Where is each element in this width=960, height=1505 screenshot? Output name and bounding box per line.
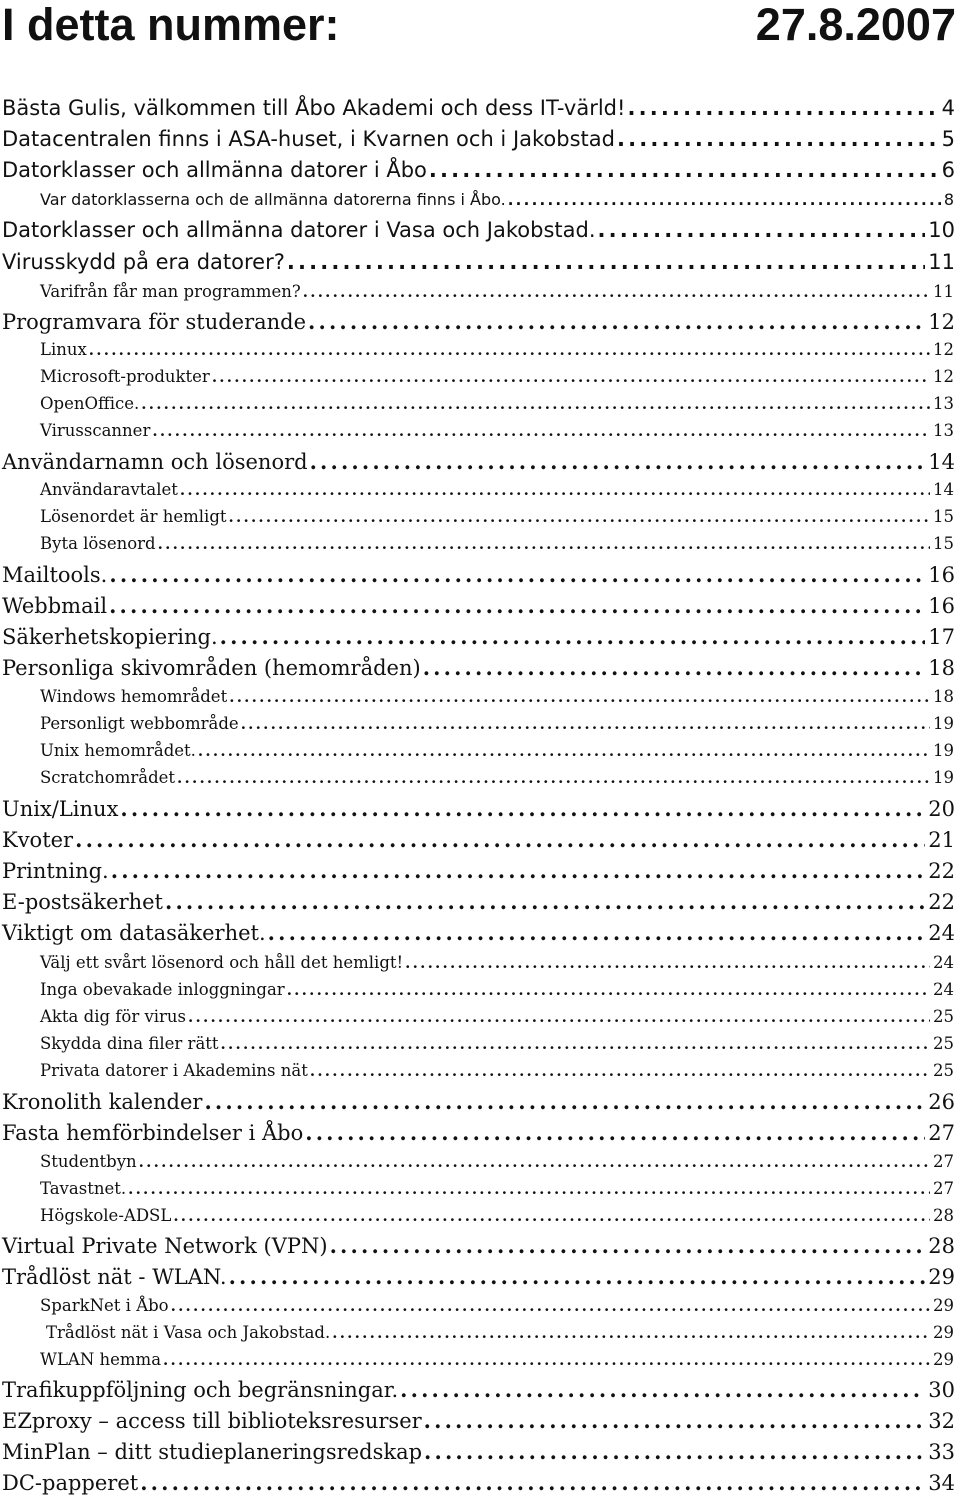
toc-entry-page: 27 [928, 1121, 955, 1145]
toc-entry [2, 1375, 955, 1405]
toc-entry-title: E-postsäkerhet [2, 890, 163, 914]
toc-entry-title: Printning. [2, 859, 109, 883]
dot-leader [308, 307, 925, 337]
toc-entry-title: Kvoter [2, 828, 74, 852]
toc-entry-title: EZproxy – access till biblioteksresurser [2, 1409, 422, 1433]
toc-entry-title: Scratchområdet [40, 768, 176, 787]
dot-leader [109, 591, 925, 621]
toc-entry-page: 12 [933, 340, 954, 359]
toc-entry-title: Mailtools. [2, 563, 108, 587]
dot-leader [287, 977, 930, 1003]
toc-entry [2, 247, 955, 277]
toc-subentry [40, 187, 954, 213]
toc-entry-title: Datacentralen finns i ASA-huset, i Kvarnen och i Jakobstad [2, 127, 615, 151]
dot-leader [229, 1262, 926, 1292]
toc-entry-title: Varifrån får man programmen? [40, 282, 301, 301]
toc-entry-page: 25 [933, 1007, 954, 1026]
toc-subentry [40, 977, 954, 1003]
toc-entry-page: 12 [928, 310, 955, 334]
toc-subentry [40, 1058, 954, 1084]
toc-entry-page: 28 [928, 1234, 955, 1258]
toc-subentry [40, 391, 954, 417]
dot-leader [330, 1231, 926, 1261]
dot-leader [424, 1437, 925, 1467]
dot-leader [111, 856, 926, 886]
toc-subentry [40, 531, 954, 557]
toc-entry-title: Viktigt om datasäkerhet. [2, 921, 266, 945]
toc-entry [2, 1118, 955, 1148]
toc-entry-title: Välj ett svårt lösenord och håll det hemligt! [40, 953, 404, 972]
toc-subentry [40, 1293, 954, 1319]
dot-leader [617, 124, 939, 154]
toc-entry-page: 13 [933, 394, 954, 413]
toc-entry-title: Lösenordet är hemligt [40, 507, 227, 526]
issue-date: 27.8.2007 [755, 0, 956, 50]
toc-subentry [40, 418, 954, 444]
toc-entry-page: 25 [933, 1034, 954, 1053]
toc-entry-title: Virtual Private Network (VPN) [2, 1234, 328, 1258]
dot-leader [188, 1004, 930, 1030]
toc-entry-title: WLAN hemma [40, 1350, 162, 1369]
dot-leader [152, 418, 930, 444]
toc-entry [2, 856, 955, 886]
toc-entry-title: Var datorklasserna och de allmänna datorerna finns i Åbo. [40, 190, 506, 209]
toc-entry [2, 215, 955, 245]
dot-leader [627, 93, 938, 123]
toc-entry-page: 29 [933, 1323, 954, 1342]
toc-entry-page: 27 [933, 1152, 954, 1171]
toc-entry [2, 1406, 955, 1436]
dot-leader [163, 1347, 930, 1373]
toc-entry-title: Windows hemområdet [40, 687, 228, 706]
toc-entry-title: Personliga skivområden (hemområden) [2, 656, 421, 680]
toc-entry-page: 11 [933, 282, 954, 301]
dot-leader [310, 447, 926, 477]
dot-leader [141, 391, 930, 417]
toc-subentry [40, 1149, 954, 1175]
toc-entry [2, 622, 955, 652]
toc-entry-page: 21 [928, 828, 955, 852]
toc-entry-title: Unix/Linux [2, 797, 119, 821]
toc-subentry [40, 279, 954, 305]
toc-entry-page: 26 [928, 1090, 955, 1114]
toc-entry-page: 30 [928, 1378, 955, 1402]
toc-subentry [40, 950, 954, 976]
toc-entry [2, 1437, 955, 1467]
toc-subentry [40, 337, 954, 363]
dot-leader [287, 247, 925, 277]
dot-leader [109, 560, 925, 590]
dot-leader [173, 1203, 930, 1229]
dot-leader [120, 794, 925, 824]
dot-leader [180, 477, 930, 503]
toc-entry [2, 1087, 955, 1117]
toc-entry-title: Trafikuppföljning och begränsningar. [2, 1378, 399, 1402]
toc-entry-title: OpenOffice. [40, 394, 140, 413]
toc-entry-page: 16 [928, 594, 955, 618]
toc-entry [2, 591, 955, 621]
toc-entry [2, 447, 955, 477]
dot-leader [198, 738, 930, 764]
toc-entry-title: Virusskydd på era datorer? [2, 250, 285, 274]
toc-entry [2, 1231, 955, 1261]
toc-entry-page: 29 [928, 1265, 955, 1289]
toc-entry [2, 124, 955, 154]
toc-subentry [40, 765, 954, 791]
toc-entry-title: Användarnamn och lösenord [2, 450, 308, 474]
toc-entry-page: 29 [933, 1350, 954, 1369]
toc-subentry [40, 1004, 954, 1030]
dot-leader [89, 337, 930, 363]
toc-entry [2, 93, 955, 123]
toc-entry [2, 918, 955, 948]
dot-leader [140, 1468, 925, 1498]
toc-entry-page: 28 [933, 1206, 954, 1225]
toc-entry [2, 1262, 955, 1292]
toc-entry-title: Fasta hemförbindelser i Åbo [2, 1121, 304, 1145]
toc-entry-page: 24 [933, 953, 954, 972]
dot-leader [204, 1087, 925, 1117]
toc-entry-page: 14 [928, 450, 955, 474]
dot-leader [75, 825, 925, 855]
toc-entry-title: Säkerhetskopiering. [2, 625, 218, 649]
toc-entry-page: 6 [941, 158, 955, 182]
dot-leader [221, 1031, 930, 1057]
toc-subentry [40, 711, 954, 737]
toc-entry-title: Användaravtalet [40, 480, 178, 499]
dot-leader [423, 653, 926, 683]
dot-leader [158, 531, 930, 557]
toc-entry-title: Virusscanner [40, 421, 151, 440]
toc-entry-page: 34 [928, 1471, 955, 1495]
toc-entry-title: Studentbyn [40, 1152, 137, 1171]
toc-entry-title: MinPlan – ditt studieplaneringsredskap [2, 1440, 423, 1464]
toc-entry-title: Trådlöst nät i Vasa och Jakobstad. [46, 1323, 331, 1342]
dot-leader [128, 1176, 930, 1202]
toc-entry-title: Programvara för studerande [2, 310, 307, 334]
dot-leader [212, 364, 930, 390]
dot-leader [171, 1293, 930, 1319]
toc-entry-title: Trådlöst nät - WLAN. [2, 1265, 227, 1289]
toc-entry-page: 18 [928, 656, 955, 680]
toc-entry [2, 560, 955, 590]
toc-entry [2, 887, 955, 917]
toc-subentry [40, 364, 954, 390]
toc-subentry [40, 477, 954, 503]
toc-entry-title: SparkNet i Åbo [40, 1296, 169, 1315]
dot-leader [400, 1375, 925, 1405]
dot-leader [165, 887, 925, 917]
toc-entry-title: Högskole-ADSL [40, 1206, 172, 1225]
toc-subentry [40, 1176, 954, 1202]
dot-leader [305, 1118, 925, 1148]
dot-leader [229, 684, 930, 710]
toc-entry-title: Datorklasser och allmänna datorer i Vasa och Jakobstad. [2, 218, 596, 242]
toc-entry-page: 15 [933, 534, 954, 553]
toc-subentry [40, 1203, 954, 1229]
toc-entry-page: 13 [933, 421, 954, 440]
dot-leader [508, 187, 941, 213]
toc-entry-page: 22 [928, 859, 955, 883]
toc-entry [2, 1468, 955, 1498]
dot-leader [268, 918, 926, 948]
toc-subentry [40, 504, 954, 530]
toc-entry-title: Bästa Gulis, välkommen till Åbo Akademi och dess IT-värld! [2, 96, 626, 120]
dot-leader [139, 1149, 930, 1175]
toc-entry-page: 32 [928, 1409, 955, 1433]
toc-entry-page: 5 [941, 127, 955, 151]
dot-leader [332, 1320, 930, 1346]
toc-entry [2, 155, 955, 185]
toc-subentry [46, 1320, 954, 1346]
toc-entry-page: 12 [933, 367, 954, 386]
dot-leader [310, 1058, 930, 1084]
dot-leader [229, 504, 930, 530]
toc-subentry [40, 1031, 954, 1057]
toc-entry-title: Skydda dina filer rätt [40, 1034, 219, 1053]
toc-entry-page: 24 [928, 921, 955, 945]
toc-entry-page: 19 [933, 714, 954, 733]
toc-entry-title: DC-papperet [2, 1471, 139, 1495]
toc-entry-title: Inga obevakade inloggningar [40, 980, 285, 999]
dot-leader [177, 765, 930, 791]
toc-subentry [40, 684, 954, 710]
toc-entry-title: Personligt webbområde [40, 714, 239, 733]
toc-entry-title: Privata datorer i Akademins nät [40, 1061, 308, 1080]
toc-entry-page: 17 [928, 625, 955, 649]
dot-leader [405, 950, 930, 976]
toc-entry-title: Kronolith kalender [2, 1090, 203, 1114]
toc-entry-title: Tavastnet. [40, 1179, 127, 1198]
toc-entry-page: 27 [933, 1179, 954, 1198]
toc-entry [2, 825, 955, 855]
toc-entry [2, 307, 955, 337]
dot-leader [424, 1406, 926, 1436]
toc-entry-page: 29 [933, 1296, 954, 1315]
toc-entry-page: 19 [933, 741, 954, 760]
toc-entry-page: 25 [933, 1061, 954, 1080]
toc-entry-title: Byta lösenord [40, 534, 156, 553]
toc-entry-page: 4 [941, 96, 955, 120]
toc-entry-title: Linux [40, 340, 87, 359]
dot-leader [241, 711, 930, 737]
toc-entry-title: Webbmail [2, 594, 108, 618]
toc-entry-page: 8 [943, 190, 954, 209]
toc-entry-page: 19 [933, 768, 954, 787]
dot-leader [303, 279, 930, 305]
toc-entry-page: 11 [928, 250, 955, 274]
toc-entry-page: 20 [928, 797, 955, 821]
toc-entry-title: Akta dig för virus [40, 1007, 187, 1026]
toc-entry-page: 24 [933, 980, 954, 999]
toc-entry-page: 33 [928, 1440, 955, 1464]
toc-entry-page: 10 [928, 218, 955, 242]
dot-leader [220, 622, 926, 652]
toc-entry-page: 14 [933, 480, 954, 499]
toc-entry-page: 22 [928, 890, 955, 914]
page-title: I detta nummer: [2, 0, 340, 50]
toc-entry-page: 18 [933, 687, 954, 706]
dot-leader [598, 215, 926, 245]
toc-entry-title: Microsoft-produkter [40, 367, 210, 386]
toc-entry-page: 16 [928, 563, 955, 587]
toc-subentry [40, 1347, 954, 1373]
toc-subentry [40, 738, 954, 764]
toc-entry [2, 794, 955, 824]
toc-entry [2, 653, 955, 683]
dot-leader [429, 155, 939, 185]
toc-entry-title: Unix hemområdet. [40, 741, 196, 760]
toc-entry-title: Datorklasser och allmänna datorer i Åbo [2, 158, 427, 182]
toc-entry-page: 15 [933, 507, 954, 526]
